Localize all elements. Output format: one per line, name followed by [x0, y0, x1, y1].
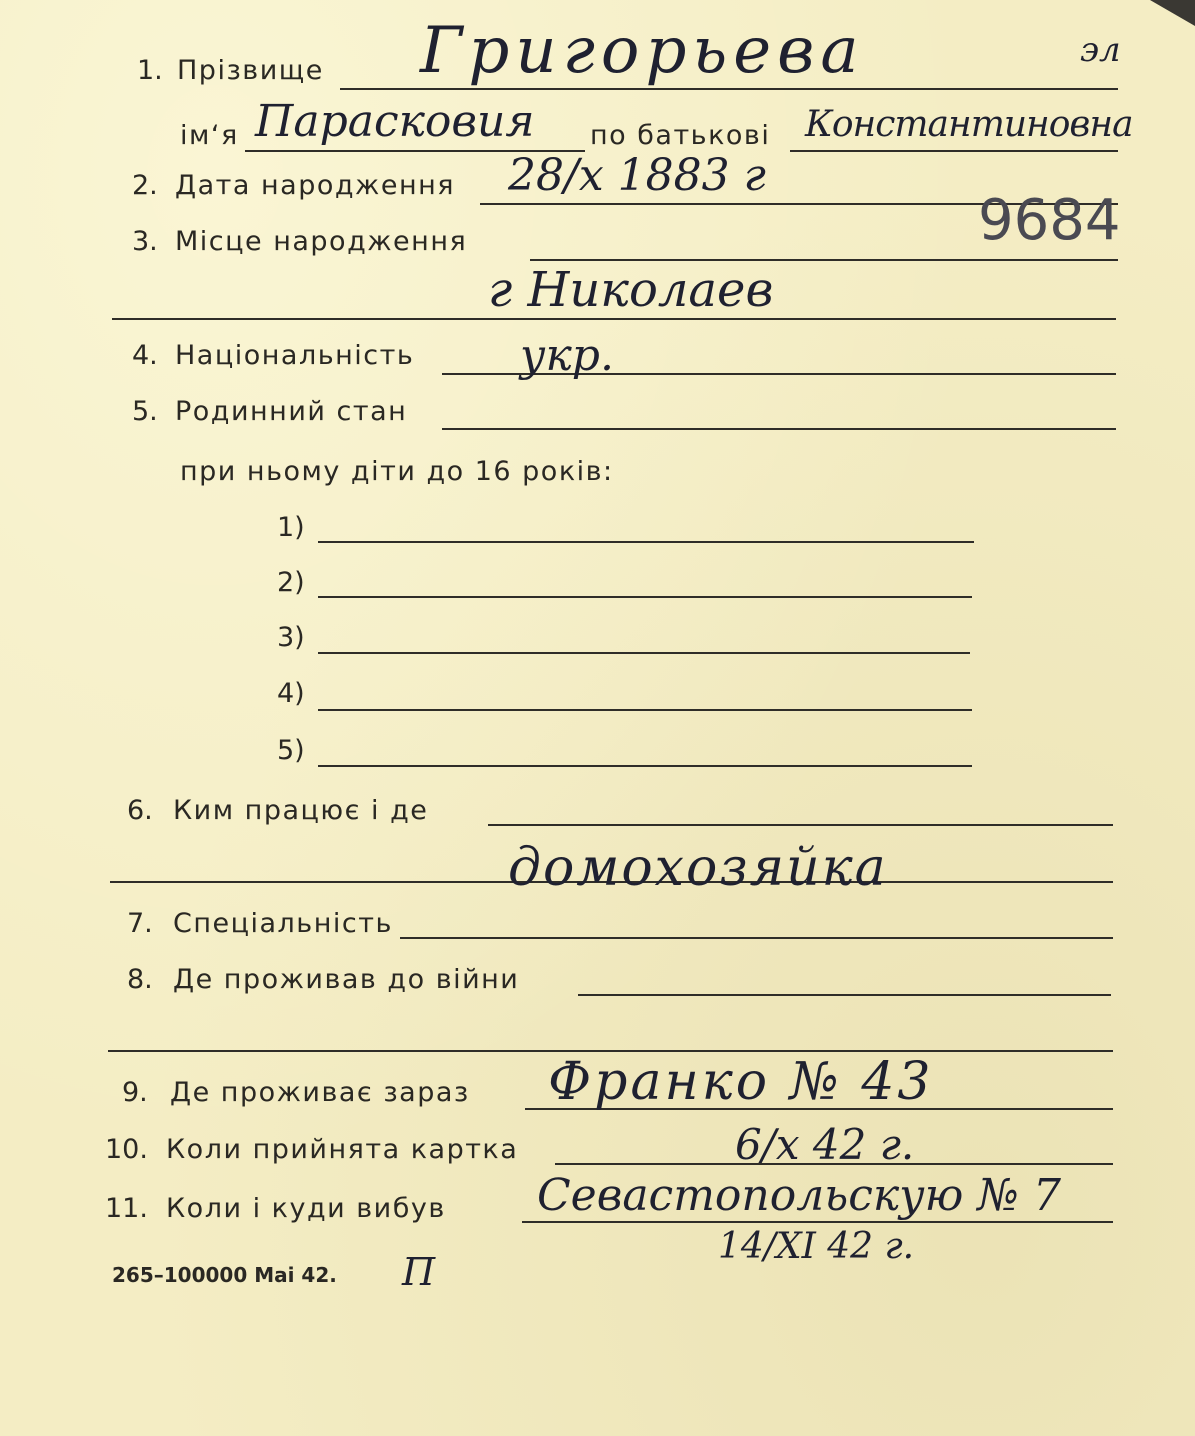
torn-corner — [1150, 0, 1195, 26]
child-number: 3) — [277, 622, 305, 653]
prewar-residence-line — [578, 994, 1111, 996]
field-number: 4. — [132, 340, 158, 371]
child-number: 2) — [277, 567, 305, 598]
card-accepted-value: 6/х 42 г. — [735, 1120, 915, 1169]
field-number: 7. — [127, 908, 153, 939]
occupation-value: домохозяйка — [508, 838, 888, 898]
field-number: 8. — [127, 964, 153, 995]
field-number: 1. — [137, 55, 163, 86]
birth-place-label: Місце народження — [175, 226, 468, 257]
child-line — [318, 652, 970, 654]
surname-value: Григорьева — [420, 14, 865, 88]
birth-place-line-2 — [112, 318, 1116, 320]
field-number: 6. — [127, 795, 153, 826]
patronymic-line — [790, 150, 1118, 152]
field-number: 2. — [132, 170, 158, 201]
birth-date-label: Дата народження — [175, 170, 456, 201]
specialty-label: Спеціальність — [173, 908, 393, 939]
patronymic-label: по батькові — [590, 120, 771, 151]
birth-place-line — [530, 259, 1118, 261]
print-code: 265–100000 Mai 42. — [112, 1263, 337, 1287]
family-status-line — [442, 428, 1116, 430]
print-mark: П — [402, 1250, 436, 1294]
family-status-label: Родинний стан — [175, 396, 408, 427]
current-residence-label: Де проживає зараз — [170, 1077, 470, 1108]
departed-label: Коли і куди вибув — [166, 1193, 446, 1224]
field-number: 9. — [122, 1077, 148, 1108]
work-line — [488, 824, 1113, 826]
departed-when-value: 14/XI 42 г. — [718, 1226, 915, 1267]
card-number: 9684 — [978, 188, 1121, 253]
nationality-value: укр. — [520, 330, 614, 381]
field-number: 3. — [132, 226, 158, 257]
surname-mark: эл — [1080, 30, 1121, 70]
surname-label: Прізвище — [177, 55, 324, 86]
child-number: 5) — [277, 735, 305, 766]
current-address-value: Франко № 43 — [548, 1052, 934, 1112]
nationality-label: Національність — [175, 340, 415, 371]
first-name-value: Парасковия — [255, 96, 535, 147]
departed-line — [522, 1221, 1113, 1223]
birth-place-value: г Николаев — [488, 262, 774, 318]
surname-line — [340, 88, 1118, 90]
field-number: 11. — [105, 1193, 148, 1224]
child-line — [318, 541, 974, 543]
departed-where-value: Севастопольскую № 7 — [537, 1170, 1061, 1221]
field-number: 10. — [105, 1134, 148, 1165]
first-name-label: ім‘я — [180, 120, 239, 151]
card-accepted-label: Коли прийнята картка — [166, 1134, 519, 1165]
work-label: Ким працює і де — [173, 795, 429, 826]
child-line — [318, 709, 972, 711]
birth-date-value: 28/х 1883 г — [508, 150, 766, 201]
child-line — [318, 765, 972, 767]
patronymic-value: Константиновна — [805, 104, 1133, 145]
specialty-line — [400, 937, 1113, 939]
child-number: 1) — [277, 512, 305, 543]
child-number: 4) — [277, 678, 305, 709]
field-number: 5. — [132, 396, 158, 427]
children-label: при ньому діти до 16 років: — [180, 456, 614, 487]
prewar-residence-label: Де проживав до війни — [173, 964, 520, 995]
child-line — [318, 596, 972, 598]
